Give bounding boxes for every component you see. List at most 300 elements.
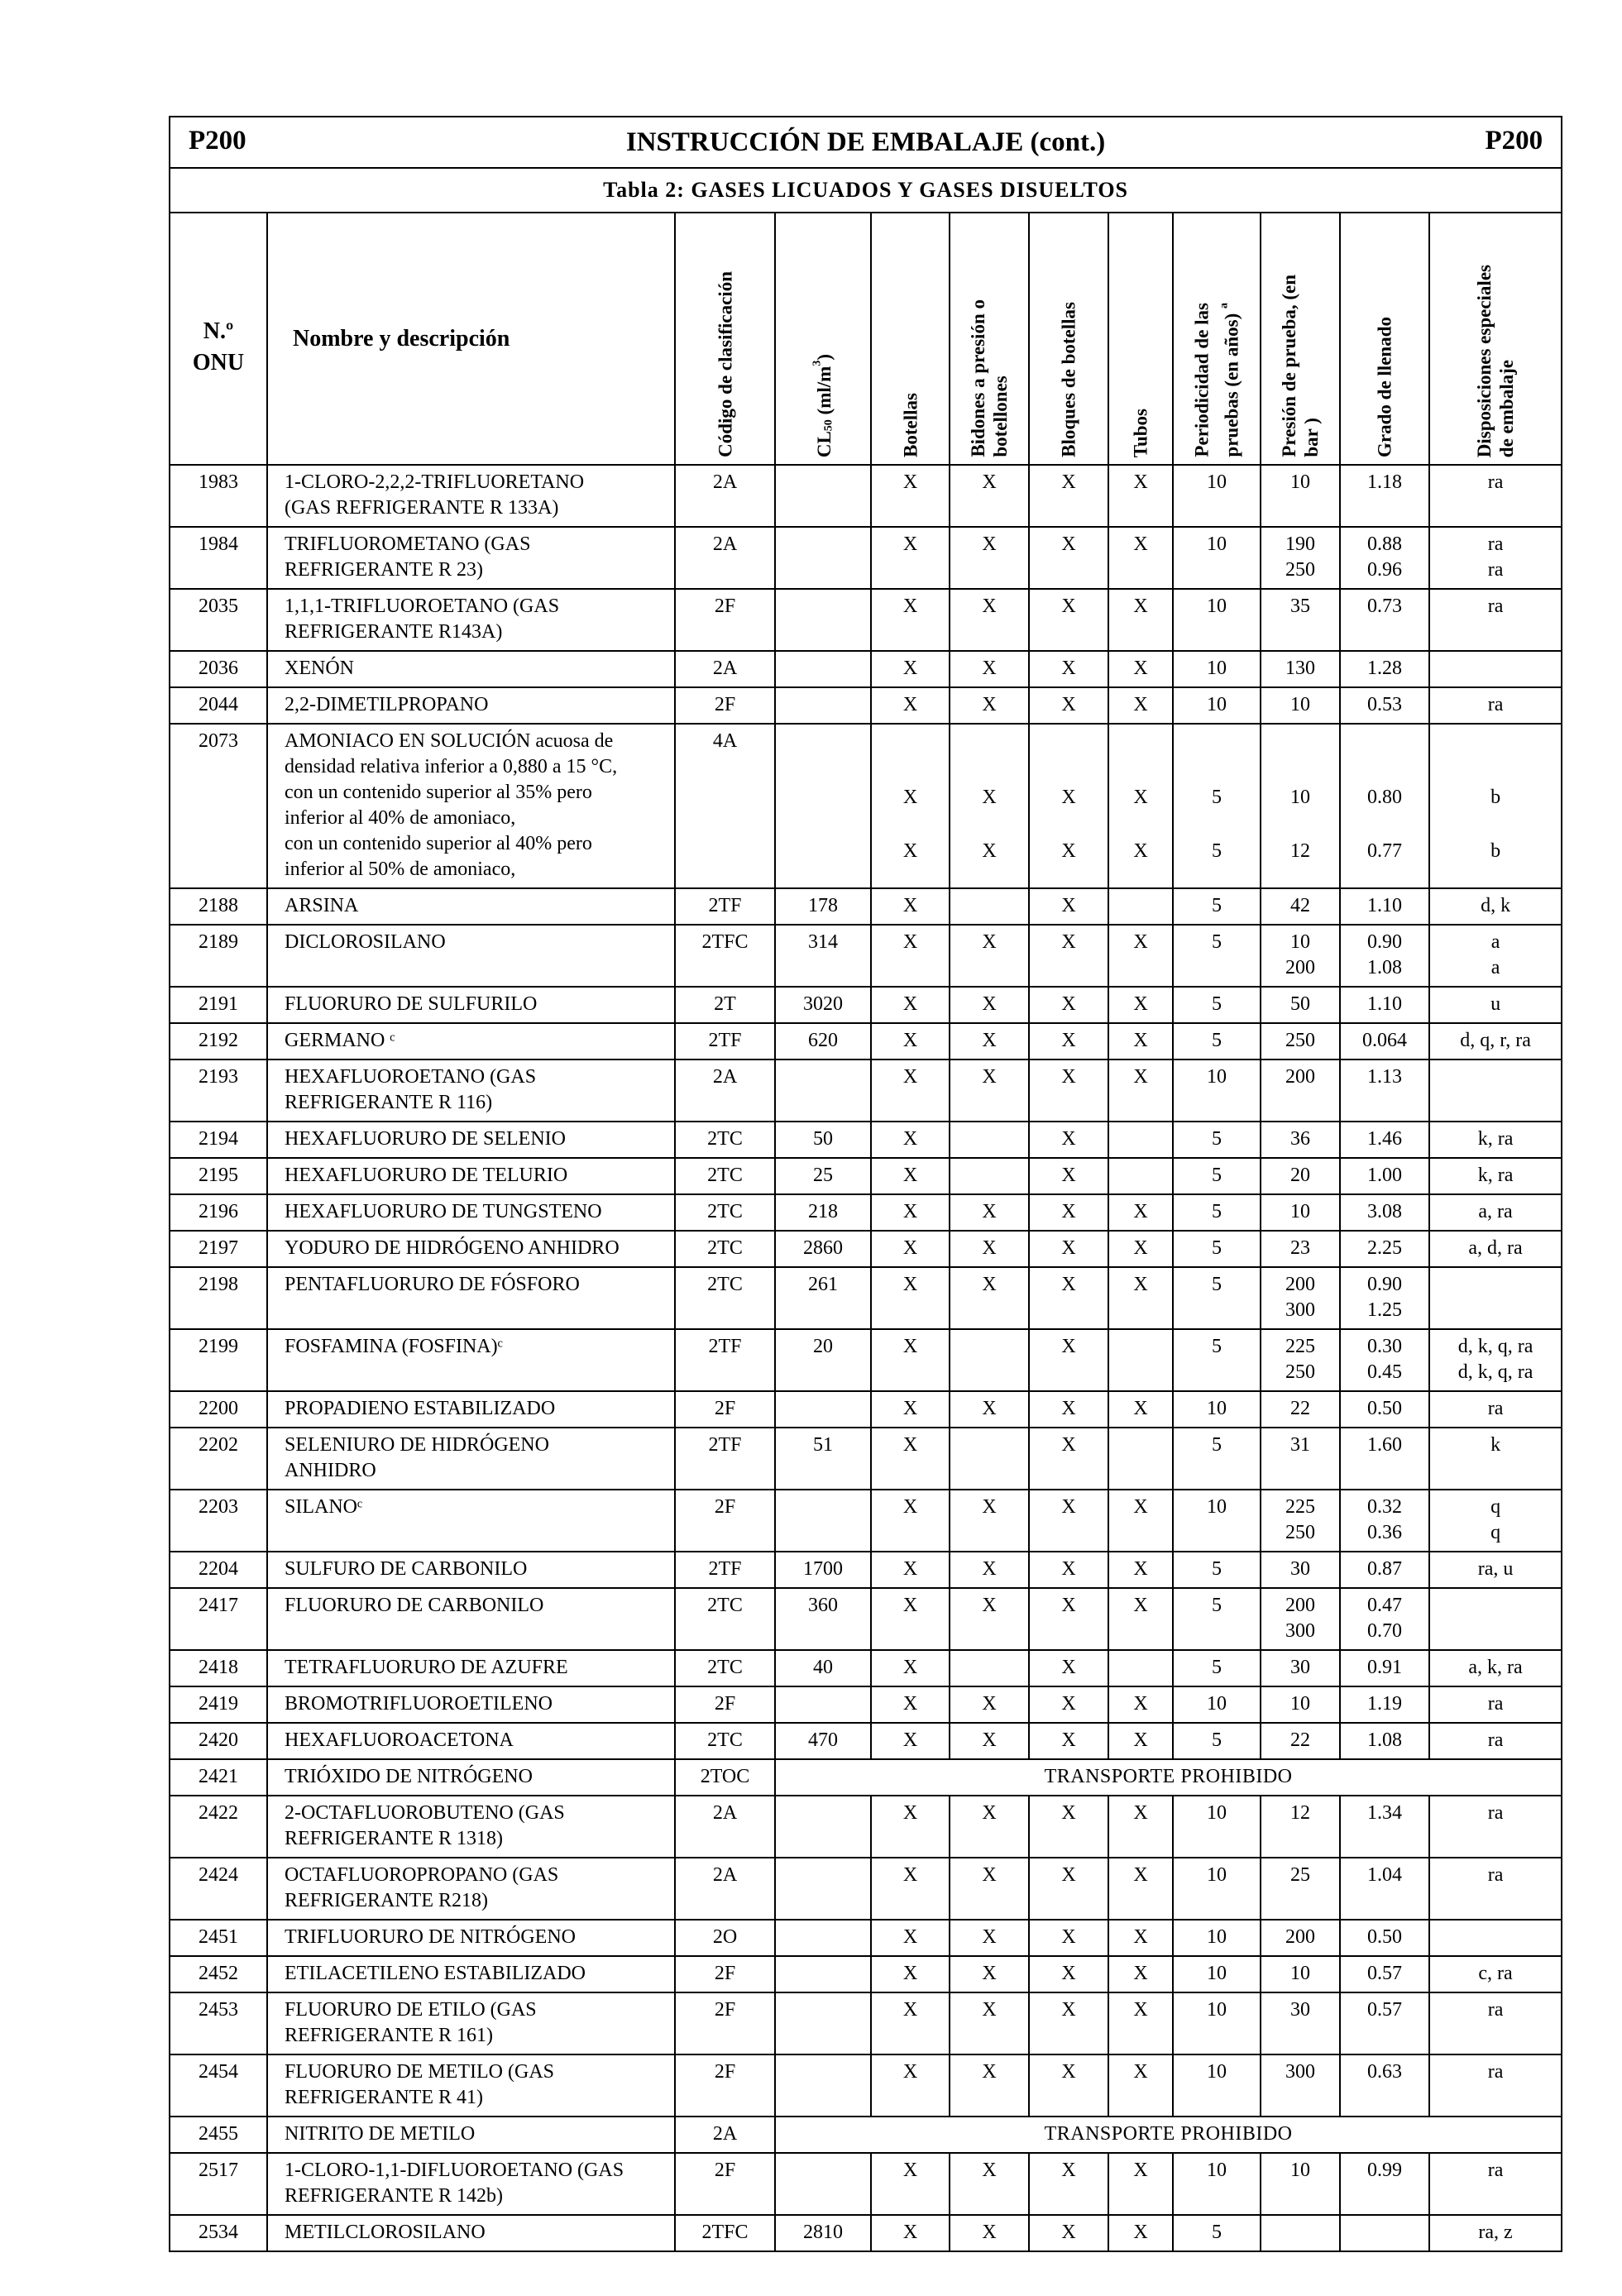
classification-code: 2TC	[675, 1158, 775, 1194]
disposiciones-value	[1429, 1858, 1562, 1920]
tubos-mark	[1108, 1122, 1173, 1158]
classification-code: 2F	[675, 1490, 775, 1552]
presion-value	[1261, 987, 1340, 1023]
cell-line: 0.88	[1367, 533, 1402, 555]
cell-line: REFRIGERANTE R 116)	[285, 1092, 493, 1113]
cl50-value	[775, 465, 871, 527]
onu-number: 2422	[170, 1796, 267, 1858]
cell-line: 22	[1290, 1398, 1310, 1419]
periodicidad-value: 10	[1173, 1956, 1261, 1992]
cell-line: FLUORURO DE ETILO (GAS	[285, 1999, 537, 2021]
substance-name	[267, 2153, 675, 2215]
cell-line: FOSFAMINA (FOSFINA)ᶜ	[285, 1336, 503, 1357]
spacer	[1030, 811, 1108, 839]
col-header-tubos: Tubos	[1108, 213, 1173, 465]
cell-line: 0.99	[1367, 2160, 1402, 2181]
tubos-mark: X	[1108, 1686, 1173, 1723]
substance-name	[267, 589, 675, 651]
spacer	[872, 811, 949, 839]
table-row	[170, 1650, 1562, 1686]
cell-line: SULFURO DE CARBONILO	[285, 1558, 528, 1580]
substance-name	[267, 1329, 675, 1391]
bidones-mark: X	[950, 1992, 1029, 2054]
spacer	[1430, 811, 1561, 839]
presion-value	[1261, 2054, 1340, 2117]
cell-line: ra	[1487, 471, 1504, 493]
periodicidad-value: 10	[1173, 651, 1261, 687]
onu-number: 2188	[170, 888, 267, 925]
periodicidad-value: 10	[1173, 1060, 1261, 1122]
presion-value	[1261, 1588, 1340, 1650]
cell-line: ra	[1487, 1802, 1504, 1824]
blo-cell	[1029, 724, 1108, 888]
presion-value	[1261, 465, 1340, 527]
bidones-mark	[950, 888, 1029, 925]
cell-line: X	[1061, 787, 1076, 808]
presion-value	[1261, 1796, 1340, 1858]
disposiciones-value	[1429, 527, 1562, 589]
onu-number: 2200	[170, 1391, 267, 1428]
classification-code: 2F	[675, 1686, 775, 1723]
cell-line: REFRIGERANTE R 41)	[285, 2087, 483, 2108]
tubos-mark: X	[1108, 2054, 1173, 2117]
bidones-mark: X	[950, 1194, 1029, 1231]
classification-code: 2A	[675, 2117, 775, 2153]
cell-line: k, ra	[1477, 1165, 1514, 1186]
classification-code: 2A	[675, 651, 775, 687]
cell-line: inferior al 50% de amoniaco,	[285, 859, 516, 880]
periodicidad-value: 5	[1173, 987, 1261, 1023]
substance-name	[267, 1858, 675, 1920]
cell-line: 0.50	[1367, 1398, 1402, 1419]
onu-number: 2534	[170, 2215, 267, 2251]
bloques-mark: X	[1029, 1920, 1108, 1956]
bidones-mark	[950, 1650, 1029, 1686]
cell-line: d, k, q, ra	[1457, 1336, 1533, 1357]
cell-line: 0.90	[1367, 931, 1402, 953]
cell-line: BROMOTRIFLUOROETILENO	[285, 1693, 553, 1715]
table-row	[170, 1391, 1562, 1428]
tubos-mark: X	[1108, 1552, 1173, 1588]
cell-line: ARSINA	[285, 895, 359, 916]
table-row	[170, 2117, 1562, 2153]
cell-line: 1.04	[1367, 1864, 1402, 1886]
periodicidad-value: 5	[1173, 1650, 1261, 1686]
table-row	[170, 1194, 1562, 1231]
periodicidad-value: 5	[1173, 1023, 1261, 1060]
bidones-mark: X	[950, 465, 1029, 527]
onu-number: 2193	[170, 1060, 267, 1122]
botellas-mark: X	[871, 1490, 950, 1552]
botellas-mark: X	[871, 987, 950, 1023]
grado-value	[1340, 651, 1429, 687]
tubos-mark: X	[1108, 527, 1173, 589]
classification-code: 2A	[675, 527, 775, 589]
grado-value	[1340, 2054, 1429, 2117]
onu-number: 2192	[170, 1023, 267, 1060]
tub-cell	[1108, 724, 1173, 888]
cl50-value	[775, 527, 871, 589]
botellas-mark: X	[871, 1428, 950, 1490]
table-row	[170, 1858, 1562, 1920]
bidones-mark: X	[950, 2215, 1029, 2251]
onu-number: 2418	[170, 1650, 267, 1686]
cell-line: HEXAFLUORURO DE TUNGSTENO	[285, 1201, 602, 1222]
bloques-mark: X	[1029, 1490, 1108, 1552]
table-row	[170, 1060, 1562, 1122]
periodicidad-value: 5	[1173, 1122, 1261, 1158]
tubos-mark: X	[1108, 1723, 1173, 1759]
classification-code: 2TF	[675, 1552, 775, 1588]
cell-line: 1.00	[1367, 1165, 1402, 1186]
cl50-value	[775, 2054, 871, 2117]
cell-line: ETILACETILENO ESTABILIZADO	[285, 1963, 586, 1984]
classification-code: 2A	[675, 465, 775, 527]
spacer	[1430, 757, 1561, 785]
onu-number: 2454	[170, 2054, 267, 2117]
cell-line: 0.30	[1367, 1336, 1402, 1357]
cell-line: DICLOROSILANO	[285, 931, 446, 953]
grado-value	[1340, 1158, 1429, 1194]
cell-line: q	[1490, 1496, 1501, 1518]
cl50-value: 470	[775, 1723, 871, 1759]
cell-line: 0.57	[1367, 1999, 1402, 2021]
table-row	[170, 1956, 1562, 1992]
cl50-value	[775, 1858, 871, 1920]
cell-line: 10	[1290, 694, 1310, 715]
presion-value	[1261, 2215, 1340, 2251]
cell-line: 1.34	[1367, 1802, 1402, 1824]
col-header-cl50: $CL_{50}$ $(ml/m^3)$	[775, 213, 871, 465]
onu-number: 2191	[170, 987, 267, 1023]
grado-value	[1340, 1060, 1429, 1122]
disposiciones-value	[1429, 1552, 1562, 1588]
cell-line: YODURO DE HIDRÓGENO ANHIDRO	[285, 1237, 620, 1259]
table-row	[170, 987, 1562, 1023]
cell-line: 0.57	[1367, 1963, 1402, 1984]
cell-line: 1.60	[1367, 1434, 1402, 1456]
page-title: INSTRUCCIÓN DE EMBALAJE (cont.)	[625, 127, 1106, 157]
bloques-mark: X	[1029, 1686, 1108, 1723]
grado-value	[1340, 1588, 1429, 1650]
table-row	[170, 1329, 1562, 1391]
classification-code: 2F	[675, 2054, 775, 2117]
botellas-mark: X	[871, 1858, 950, 1920]
substance-name	[267, 1158, 675, 1194]
tubos-mark: X	[1108, 687, 1173, 724]
cl50-value: 178	[775, 888, 871, 925]
disposiciones-value	[1429, 888, 1562, 925]
bloques-mark: X	[1029, 1329, 1108, 1391]
grado-value	[1340, 1329, 1429, 1391]
cell-line: ra	[1487, 694, 1504, 715]
cell-line: PROPADIENO ESTABILIZADO	[285, 1398, 556, 1419]
bloques-mark: X	[1029, 1231, 1108, 1267]
classification-code: 2F	[675, 1992, 775, 2054]
spacer	[1174, 757, 1260, 785]
presion-value	[1261, 1650, 1340, 1686]
botellas-mark: X	[871, 651, 950, 687]
cl50-value	[775, 651, 871, 687]
disposiciones-value	[1429, 589, 1562, 651]
substance-name	[267, 1686, 675, 1723]
grado-value	[1340, 1122, 1429, 1158]
classification-code: 2O	[675, 1920, 775, 1956]
gases-table	[169, 116, 1562, 2252]
pres-cell	[1261, 724, 1340, 888]
disposiciones-value	[1429, 1329, 1562, 1391]
cell-line: 0.91	[1367, 1657, 1402, 1678]
classification-code: 2A	[675, 1858, 775, 1920]
col-header-bloques: Bloques de botellas	[1029, 213, 1108, 465]
bloques-mark: X	[1029, 1723, 1108, 1759]
cell-line: a, ra	[1478, 1201, 1513, 1222]
cell-line: 3.08	[1367, 1201, 1402, 1222]
cell-line: 30	[1290, 1657, 1310, 1678]
cell-line: ra	[1487, 1693, 1504, 1715]
table-body	[170, 465, 1562, 2251]
cell-line: REFRIGERANTE R 23)	[285, 559, 483, 581]
onu-number: 2420	[170, 1723, 267, 1759]
cell-line: (GAS REFRIGERANTE R 133A)	[285, 497, 559, 519]
cell-line: 0.45	[1367, 1361, 1402, 1383]
botellas-mark: X	[871, 527, 950, 589]
cl50-value: 1700	[775, 1552, 871, 1588]
cell-line: 36	[1290, 1128, 1310, 1150]
cell-line: b	[1490, 840, 1501, 862]
bloques-mark: X	[1029, 1023, 1108, 1060]
periodicidad-value: 10	[1173, 1686, 1261, 1723]
disp-cell	[1429, 724, 1562, 888]
tubos-mark: X	[1108, 1231, 1173, 1267]
cell-line: 250	[1285, 1361, 1315, 1383]
spacer	[1341, 757, 1428, 785]
col-header-onu: N.º ONU	[170, 213, 267, 465]
periodicidad-value: 5	[1173, 1552, 1261, 1588]
tubos-mark: X	[1108, 1796, 1173, 1858]
cl50-value: 620	[775, 1023, 871, 1060]
substance-name	[267, 527, 675, 589]
cell-line: AMONIACO EN SOLUCIÓN acuosa de	[285, 730, 614, 752]
cell-line: 1-CLORO-1,1-DIFLUOROETANO (GAS	[285, 2160, 624, 2181]
cell-line: 20	[1290, 1165, 1310, 1186]
substance-name	[267, 2215, 675, 2251]
grado-value	[1340, 465, 1429, 527]
tubos-mark: X	[1108, 1920, 1173, 1956]
cl50-value: 3020	[775, 987, 871, 1023]
disposiciones-value	[1429, 1992, 1562, 2054]
bloques-mark: X	[1029, 1267, 1108, 1329]
table-row	[170, 2215, 1562, 2251]
substance-name	[267, 1060, 675, 1122]
bidones-mark	[950, 1158, 1029, 1194]
onu-number: 2204	[170, 1552, 267, 1588]
cell-line: k, ra	[1477, 1128, 1514, 1150]
presion-value	[1261, 1723, 1340, 1759]
table-row	[170, 651, 1562, 687]
presion-value	[1261, 1231, 1340, 1267]
cl50-value: 40	[775, 1650, 871, 1686]
grado-value	[1340, 1796, 1429, 1858]
cell-line: 23	[1290, 1237, 1310, 1259]
disposiciones-value	[1429, 987, 1562, 1023]
bloques-mark: X	[1029, 687, 1108, 724]
periodicidad-value: 5	[1173, 925, 1261, 987]
cell-line: X	[1133, 840, 1148, 862]
cell-line: 0.32	[1367, 1496, 1402, 1518]
grado-value	[1340, 1194, 1429, 1231]
cell-line: 250	[1285, 559, 1315, 581]
substance-name	[267, 651, 675, 687]
cell-line: 12	[1290, 1802, 1310, 1824]
grado-value	[1340, 1391, 1429, 1428]
disposiciones-value	[1429, 1796, 1562, 1858]
table-row	[170, 1723, 1562, 1759]
botellas-mark: X	[871, 589, 950, 651]
cell-line: q	[1490, 1522, 1501, 1543]
grado-value	[1340, 1992, 1429, 2054]
disposiciones-value	[1429, 925, 1562, 987]
periodicidad-value: 5	[1173, 1588, 1261, 1650]
cell-line: 5	[1212, 787, 1222, 808]
onu-number: 2044	[170, 687, 267, 724]
presion-value	[1261, 687, 1340, 724]
grado-value	[1340, 1428, 1429, 1490]
botellas-mark: X	[871, 1723, 950, 1759]
substance-name	[267, 1490, 675, 1552]
cell-line: FLUORURO DE CARBONILO	[285, 1595, 544, 1616]
classification-code: 2TC	[675, 1267, 775, 1329]
cell-line: c, ra	[1478, 1963, 1513, 1984]
grado-value	[1340, 987, 1429, 1023]
cl50-value	[775, 1490, 871, 1552]
classification-code: 2F	[675, 1956, 775, 1992]
cl50-value	[775, 1956, 871, 1992]
bloques-mark: X	[1029, 1992, 1108, 2054]
cl50-value: 25	[775, 1158, 871, 1194]
onu-number: 2203	[170, 1490, 267, 1552]
presion-value	[1261, 1391, 1340, 1428]
cell-line: REFRIGERANTE R 161)	[285, 2025, 493, 2046]
botellas-mark: X	[871, 465, 950, 527]
cell-line: b	[1490, 787, 1501, 808]
bloques-mark: X	[1029, 1122, 1108, 1158]
col-header-periodicidad: Periodicidad de las pruebas (en años) $^a$	[1173, 213, 1261, 465]
substance-name	[267, 1796, 675, 1858]
bidones-mark	[950, 1428, 1029, 1490]
cell-line: ra	[1487, 1999, 1504, 2021]
classification-code: 2F	[675, 687, 775, 724]
bidones-mark: X	[950, 1267, 1029, 1329]
cell-line: REFRIGERANTE R218)	[285, 1890, 488, 1911]
bidones-mark: X	[950, 987, 1029, 1023]
botellas-mark: X	[871, 1686, 950, 1723]
presion-value	[1261, 1267, 1340, 1329]
cell-line: 0.064	[1362, 1030, 1407, 1051]
cell-line: 10	[1290, 471, 1310, 493]
grado-cell	[1340, 724, 1429, 888]
onu-number: 2197	[170, 1231, 267, 1267]
periodicidad-value: 10	[1173, 465, 1261, 527]
table-row	[170, 1552, 1562, 1588]
onu-number: 2195	[170, 1158, 267, 1194]
periodicidad-value: 10	[1173, 1391, 1261, 1428]
periodicidad-value: 10	[1173, 527, 1261, 589]
table-row	[170, 2153, 1562, 2215]
grado-value	[1340, 2215, 1429, 2251]
bloques-mark: X	[1029, 2054, 1108, 2117]
cell-line: TRIÓXIDO DE NITRÓGENO	[285, 1766, 533, 1787]
tubos-mark: X	[1108, 1194, 1173, 1231]
col-header-botellas: Botellas	[871, 213, 950, 465]
cell-line: ra	[1487, 533, 1504, 555]
classification-code: 2T	[675, 987, 775, 1023]
tubos-mark	[1108, 1158, 1173, 1194]
substance-name	[267, 1759, 675, 1796]
periodicidad-value: 10	[1173, 1490, 1261, 1552]
cell-line: X	[1133, 787, 1148, 808]
cl50-value	[775, 724, 871, 888]
packing-instruction-sheet	[169, 116, 1561, 2252]
disposiciones-value	[1429, 1023, 1562, 1060]
title-bar	[170, 117, 1562, 168]
tubos-mark: X	[1108, 925, 1173, 987]
cell-line: 35	[1290, 596, 1310, 617]
cl50-value: 360	[775, 1588, 871, 1650]
bidones-mark: X	[950, 1858, 1029, 1920]
disposiciones-value	[1429, 1686, 1562, 1723]
cell-line: ra, z	[1478, 2222, 1513, 2243]
cell-line: 0.50	[1367, 1926, 1402, 1948]
spacer	[1109, 757, 1172, 785]
disposiciones-value	[1429, 1060, 1562, 1122]
disposiciones-value	[1429, 651, 1562, 687]
disposiciones-value	[1429, 2054, 1562, 2117]
cell-line: X	[902, 787, 918, 808]
cell-line: 10	[1290, 787, 1310, 808]
cell-line: 1.13	[1367, 1066, 1402, 1088]
cell-line: 225	[1285, 1496, 1315, 1518]
cell-line: NITRITO DE METILO	[285, 2123, 476, 2145]
substance-name	[267, 687, 675, 724]
disposiciones-value	[1429, 1267, 1562, 1329]
table-row	[170, 1428, 1562, 1490]
table-row	[170, 1686, 1562, 1723]
spacer	[872, 729, 949, 757]
tubos-mark	[1108, 1329, 1173, 1391]
left-code: P200	[189, 126, 246, 155]
cell-line: OCTAFLUOROPROPANO (GAS	[285, 1864, 559, 1886]
botellas-mark: X	[871, 1391, 950, 1428]
botellas-mark: X	[871, 1650, 950, 1686]
cell-line: REFRIGERANTE R 1318)	[285, 1828, 503, 1849]
cell-line: 1.10	[1367, 993, 1402, 1015]
bloques-mark: X	[1029, 465, 1108, 527]
onu-number: 2451	[170, 1920, 267, 1956]
cell-line: 30	[1290, 1999, 1310, 2021]
substance-name	[267, 1992, 675, 2054]
bloques-mark: X	[1029, 987, 1108, 1023]
cell-line: 0.80	[1367, 787, 1402, 808]
cell-line: 200	[1285, 1595, 1315, 1616]
substance-name	[267, 1267, 675, 1329]
cell-line: 2.25	[1367, 1237, 1402, 1259]
cl50-value: 218	[775, 1194, 871, 1231]
cell-line: 200	[1285, 957, 1315, 978]
cell-line: 1-CLORO-2,2,2-TRIFLUORETANO	[285, 471, 585, 493]
classification-code: 4A	[675, 724, 775, 888]
table-row	[170, 2054, 1562, 2117]
